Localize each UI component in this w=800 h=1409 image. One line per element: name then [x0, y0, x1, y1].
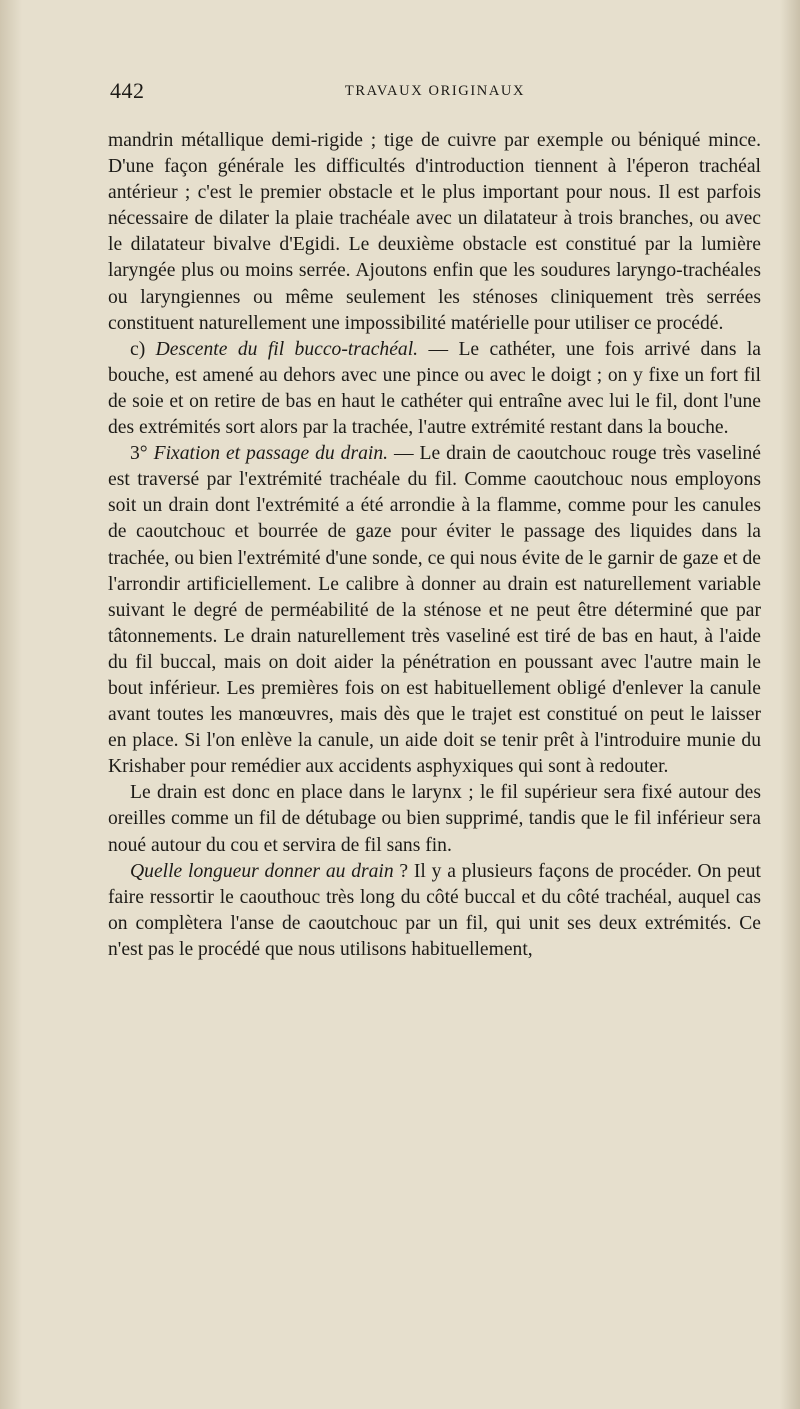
paragraph-text: — Le drain de caoutchouc rouge très vaseliné est traversé par l'extrémité trachéale du fil. Comme caoutchouc nous employons soit un drain dont l'extrémité a été arrondie à la flamme, comme pour les canules de caoutchouc et bourrée de gaze pour éviter le passage des liquides dans la trachée, ou bien l'extrémité d'une sonde, ce qui nous évite de le garnir de gaze et de l'arrondir artificiellement. Le calibre à donner au drain est naturellement variable suivant le degré de perméabilité de la sténose et ne peut être déterminé que par tâtonnements. Le drain naturellement très vaseliné est tiré de bas en haut, à l'aide du fil buccal, mais on doit aider la pénétration en poussant avec l'autre main le bout inférieur. Les premières fois on est habituellement obligé d'enlever la canule avant toutes les manœuvres, mais dès que le trajet est constitué on peut le laisser en place. Si l'on enlève la canule, un aide doit se tenir prêt à l'introduire munie du Krishaber pour remédier aux accidents asphyxiques qui sont à redouter. — [108, 443, 762, 778]
running-title: TRAVAUX ORIGINAUX — [344, 83, 526, 99]
paragraph-1 — [108, 128, 761, 337]
body-text — [108, 128, 761, 963]
section-heading: Quelle longueur donner au drain — [130, 860, 394, 882]
paragraph-text: mandrin métallique demi-rigide ; tige de cuivre par exemple ou béniqué mince. D'une façon générale les difficultés d'introduction tiennent à l'éperon trachéal antérieur ; c'est le premier obstacle et le plus important pour nous. Il est parfois nécessaire de dilater la plaie trachéale avec un dilatateur à trois branches, ou avec le dilatateur bivalve d'Egidi. Le deuxième obstacle est constitué par la lumière laryngée plus ou moins serrée. Ajoutons enfin que les soudures laryngo-trachéales ou laryngiennes ou même seulement les sténoses cliniquement très serrées constituent naturellement une impossibilité matérielle pour utiliser ce procédé. — [108, 130, 761, 334]
paragraph-text: ? Il y a plusieurs façons de procéder. On peut faire ressortir le caouthouc très long du côté buccal et du côté trachéal, auquel cas on complètera l'anse de caoutchouc par un fil, qui unit ses deux extrémités. Ce n'est pas le procédé que nous utilisons habituellement, — [108, 860, 761, 960]
paragraph-text: Le drain est donc en place dans le larynx ; le fil supérieur sera fixé autour des oreilles comme un fil de détubage ou bien supprimé, tandis que le fil inférieur sera noué autour du cou et servira de fil sans fin. — [108, 782, 761, 856]
section-heading: Descente du fil bucco-trachéal. — [155, 338, 419, 360]
paragraph-text: — Le cathéter, une fois arrivé dans la bouche, est amené au dehors avec une pince ou avec le doigt ; on y fixe un fort fil de soie et on retire de bas en haut le cathéter qui entraîne avec lui le fil, dont l'une des extrémités sort alors par la trachée, l'autre extrémité restant dans la bouche. — [108, 338, 761, 439]
page-header — [110, 78, 760, 108]
paragraph-3 — [108, 441, 761, 780]
section-heading: Fixation et passage du drain. — [153, 443, 389, 465]
paragraph-lead: c) — [130, 338, 146, 360]
page-number: 442 — [110, 78, 145, 103]
paragraph-4 — [108, 780, 761, 858]
paragraph-5 — [108, 859, 761, 963]
paragraph-2 — [108, 337, 761, 441]
paragraph-lead: 3° — [130, 443, 148, 465]
